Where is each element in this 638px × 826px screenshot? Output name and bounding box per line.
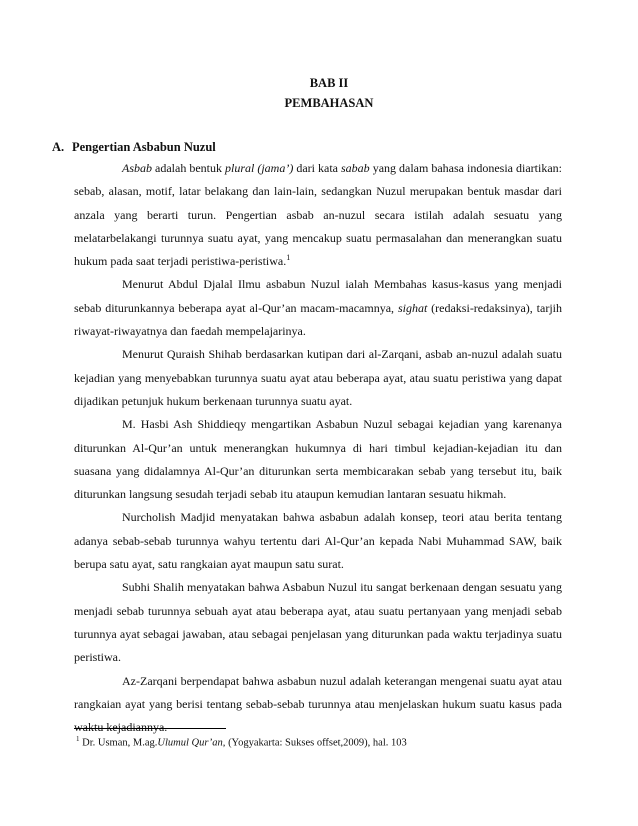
italic-term-asbab: Asbab <box>122 161 152 175</box>
italic-term-sighat: sighat <box>397 300 428 315</box>
chapter-title: PEMBAHASAN <box>284 96 374 110</box>
footnote-publication: (Yogyakarta: Sukses offset,2009), hal. 103 <box>225 737 407 749</box>
footnote-book-title: Ulumul Qur’an, <box>157 737 226 749</box>
italic-term-sabab: sabab <box>341 161 370 175</box>
footnote-author: Dr. Usman, M.ag. <box>79 737 158 749</box>
footnote-divider <box>74 728 226 729</box>
paragraph-nurcholish-madjid: Nurcholish Madjid menyatakan bahwa asbabun adalah konsep, teori atau berita tentang adanya sebab-sebab turunnya wahyu tertentu dari Al-Qur’an kepada Nabi Muhammad SAW, baik berupa satu ayat, satu rangkaian ayat maupun satu surat. <box>74 510 562 572</box>
footnote-reference: 1 <box>286 253 291 263</box>
paragraph-subhi-shalih: Subhi Shalih menyatakan bahwa Asbabun Nuzul itu sangat berkenaan dengan sesuatu yang menjadi sebab turunnya sebuah ayat atau beberapa ayat, atau suatu pertanyaan yang menjadi sebab turunnya ayat sebagai jawaban, atau sebagai penjelasan yang diturunkan pada waktu terjadinya suatu peristiwa. <box>74 580 562 665</box>
paragraph-abdul-djalal <box>74 273 562 343</box>
section-heading-text: Pengertian Asbabun Nuzul <box>72 140 216 154</box>
italic-term-plural: plural (jama’) <box>225 161 294 175</box>
text-run: Menurut Abdul Djalal Ilmu asbabun Nuzul ialah Membahas kasus-kasus yang menjadi sebab diturunkannya beberapa ayat al-Qur’an macam-macamnya, <box>74 277 562 315</box>
text-run: (redaksi-redaksinya), tarjih riwayat-riwayatnya dan faedah mempelajarinya. <box>74 300 562 339</box>
chapter-label: BAB II <box>309 76 349 90</box>
paragraph-quraish-shihab: Menurut Quraish Shihab berdasarkan kutipan dari al-Zarqani, asbab an-nuzul adalah suatu kejadian yang menyebabkan turunnya suatu ayat atau beberapa ayat, atau suatu peristiwa yang dapat dijadikan petunjuk hukum berkenaan turunnya suatu ayat. <box>74 347 562 408</box>
section-letter: A. <box>52 140 65 154</box>
paragraph-asbab-definition <box>74 157 562 273</box>
body-text <box>74 157 562 739</box>
text-run: yang dalam bahasa indonesia diartikan: sebab, alasan, motif, latar belakang dan lain-lain, sedangkan Nuzul merupakan bentuk masdar dari anzala yang berarti turun. Pengertian asbab an-nuzul secara istilah adalah sesuatu yang melatarbelakangi turunnya suatu ayat, yang mencakup suatu permasalahan dan menerangkan suatu hukum pada saat terjadi peristiwa-peristiwa. <box>74 161 562 269</box>
section-heading <box>52 140 216 155</box>
footnote <box>76 735 407 749</box>
paragraph-hasbi-ash-shiddieqy: M. Hasbi Ash Shiddieqy mengartikan Asbabun Nuzul sebagai kejadian yang karenanya diturunkan Al-Qur’an untuk menerangkan hukumnya di hari timbul kejadian-kejadian itu dan suasana yang didalamnya Al-Qur’an diturunkan serta membicarakan sebab yang tersebut itu, baik diturunkan langsung sesudah terjadi sebab itu ataupun kemudian lantaran sesuatu hikmah. <box>74 417 562 502</box>
footnote-number: 1 <box>76 735 80 743</box>
paragraph-az-zarqani: Az-Zarqani berpendapat bahwa asbabun nuzul adalah keterangan mengenai suatu ayat atau rangkaian ayat yang berisi tentang sebab-sebab turunnya atau menjelaskan hukum suatu kasus pada waktu kejadiannya. <box>74 673 562 735</box>
text-run: adalah bentuk <box>152 161 225 175</box>
text-run: dari kata <box>293 161 342 175</box>
